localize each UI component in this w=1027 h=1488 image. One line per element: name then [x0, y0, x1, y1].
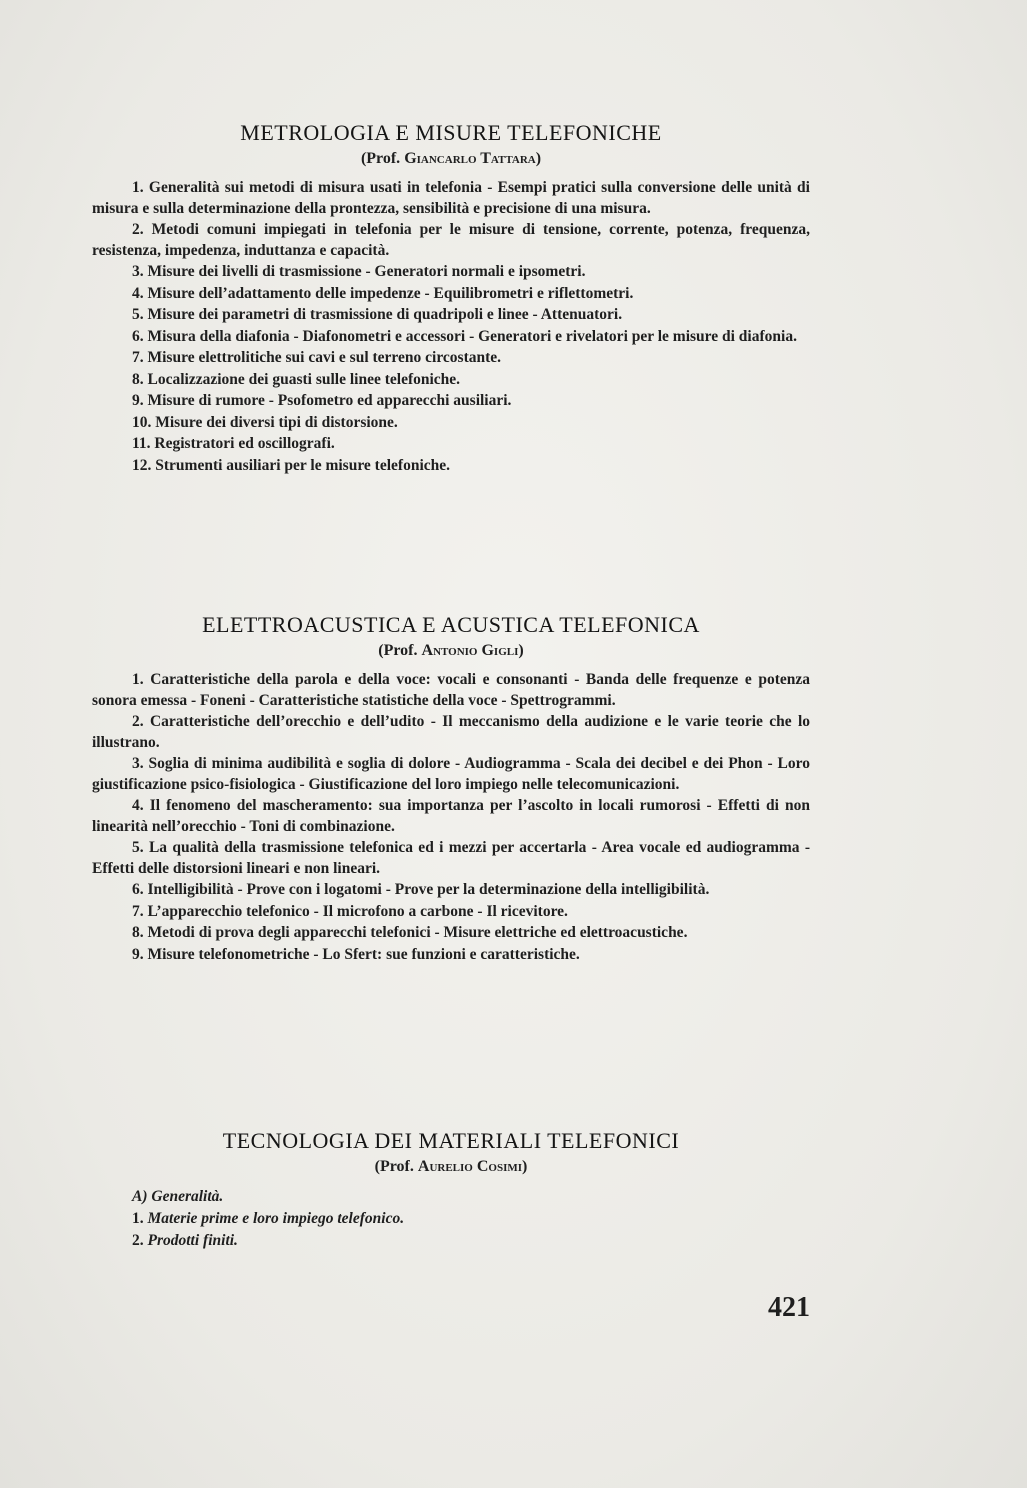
list-item: 7. Misure elettrolitiche sui cavi e sul terreno circostante.: [132, 349, 502, 366]
professor-line: (Prof. Aurelio Cosimi): [374, 1158, 528, 1175]
section-title: METROLOGIA E MISURE TELEFONICHE: [240, 120, 662, 145]
list-item: 12. Strumenti ausiliari per le misure telefoniche.: [132, 456, 450, 474]
list-item: 6. Misura della diafonia - Diafonometri e accessori - Generatori e rivelatori per le misure di diafonia.: [132, 327, 797, 345]
list-item: 6. Intelligibilità - Prove con i logatomi - Prove per la determinazione della intelligibilità.: [132, 881, 710, 898]
list-item: 8. Localizzazione dei guasti sulle linee telefoniche.: [132, 370, 461, 388]
list-item: 2. Caratteristiche dell’orecchio e dell’udito - Il meccanismo della audizione e le varie teorie che lo illustrano.: [92, 713, 811, 751]
professor-name: Aurelio Cosimi: [417, 1158, 523, 1175]
section-tecnologia: [92, 1128, 810, 1252]
list-item: 10. Misure dei diversi tipi di distorsione.: [132, 413, 398, 431]
list-item: 7. L’apparecchio telefonico - Il microfono a carbone - Il ricevitore.: [132, 902, 568, 920]
section-title: TECNOLOGIA DEI MATERIALI TELEFONICI: [222, 1128, 680, 1153]
list-item: 8. Metodi di prova degli apparecchi telefonici - Misure elettriche ed elettroacustiche.: [132, 924, 688, 941]
list-item: 4. Misure dell’adattamento delle impedenze - Equilibrometri e riflettometri.: [132, 284, 634, 302]
section-elettroacustica: [92, 612, 810, 966]
list-item: 2. Prodotti finiti.: [132, 1231, 238, 1249]
professor-name: Giancarlo Tattara: [404, 150, 536, 167]
list-item: 3. Soglia di minima audibilità e soglia di dolore - Audiogramma - Scala dei decibel e dei Phon - Loro giustificazione psico-fisiologica - Giustificazione del loro impiego nelle telecomunicazioni.: [92, 755, 810, 793]
list-item: 3. Misure dei livelli di trasmissione - Generatori normali e ipsometri.: [132, 263, 586, 280]
list-item: 9. Misure di rumore - Psofometro ed apparecchi ausiliari.: [132, 392, 512, 409]
list-item: 2. Metodi comuni impiegati in telefonia per le misure di tensione, corrente, potenza, frequenza, resistenza, impedenza, induttanza e capacità.: [92, 221, 810, 259]
list-item: 5. Misure dei parametri di trasmissione di quadripoli e linee - Attenuatori.: [132, 306, 623, 323]
professor-line: (Prof. Antonio Gigli): [378, 642, 524, 659]
section-metrologia: [92, 120, 810, 477]
page-number: 421: [768, 1292, 810, 1323]
professor-name: Antonio Gigli: [421, 642, 519, 659]
section-title: ELETTROACUSTICA E ACUSTICA TELEFONICA: [202, 612, 700, 637]
list-item: 1. Caratteristiche della parola e della voce: vocali e consonanti - Banda delle frequenze e potenza sonora emessa - Foneni - Caratteristiche statistiche della voce - Spettrogrammi.: [92, 671, 810, 709]
list-item: 1. Materie prime e loro impiego telefonico.: [132, 1210, 405, 1227]
list-item: 1. Generalità sui metodi di misura usati in telefonia - Esempi pratici sulla conversione delle unità di misura e sulla determinazione della prontezza, sensibilità e precisione di una misura.: [92, 179, 810, 217]
list-item: 4. Il fenomeno del mascheramento: sua importanza per l’ascolto in locali rumorosi - Effetti di non linearità nell’orecchio - Toni di combinazione.: [92, 797, 810, 835]
list-item: 9. Misure telefonometriche - Lo Sfert: sue funzioni e caratteristiche.: [132, 945, 580, 963]
professor-line: (Prof. Giancarlo Tattara): [360, 150, 542, 167]
subheading: A) Generalità.: [132, 1188, 224, 1205]
list-item: 5. La qualità della trasmissione telefonica ed i mezzi per accertarla - Area vocale ed audiogramma - Effetti delle distorsioni lineari e non lineari.: [92, 839, 810, 877]
list-item: 11. Registratori ed oscillografi.: [132, 435, 335, 452]
